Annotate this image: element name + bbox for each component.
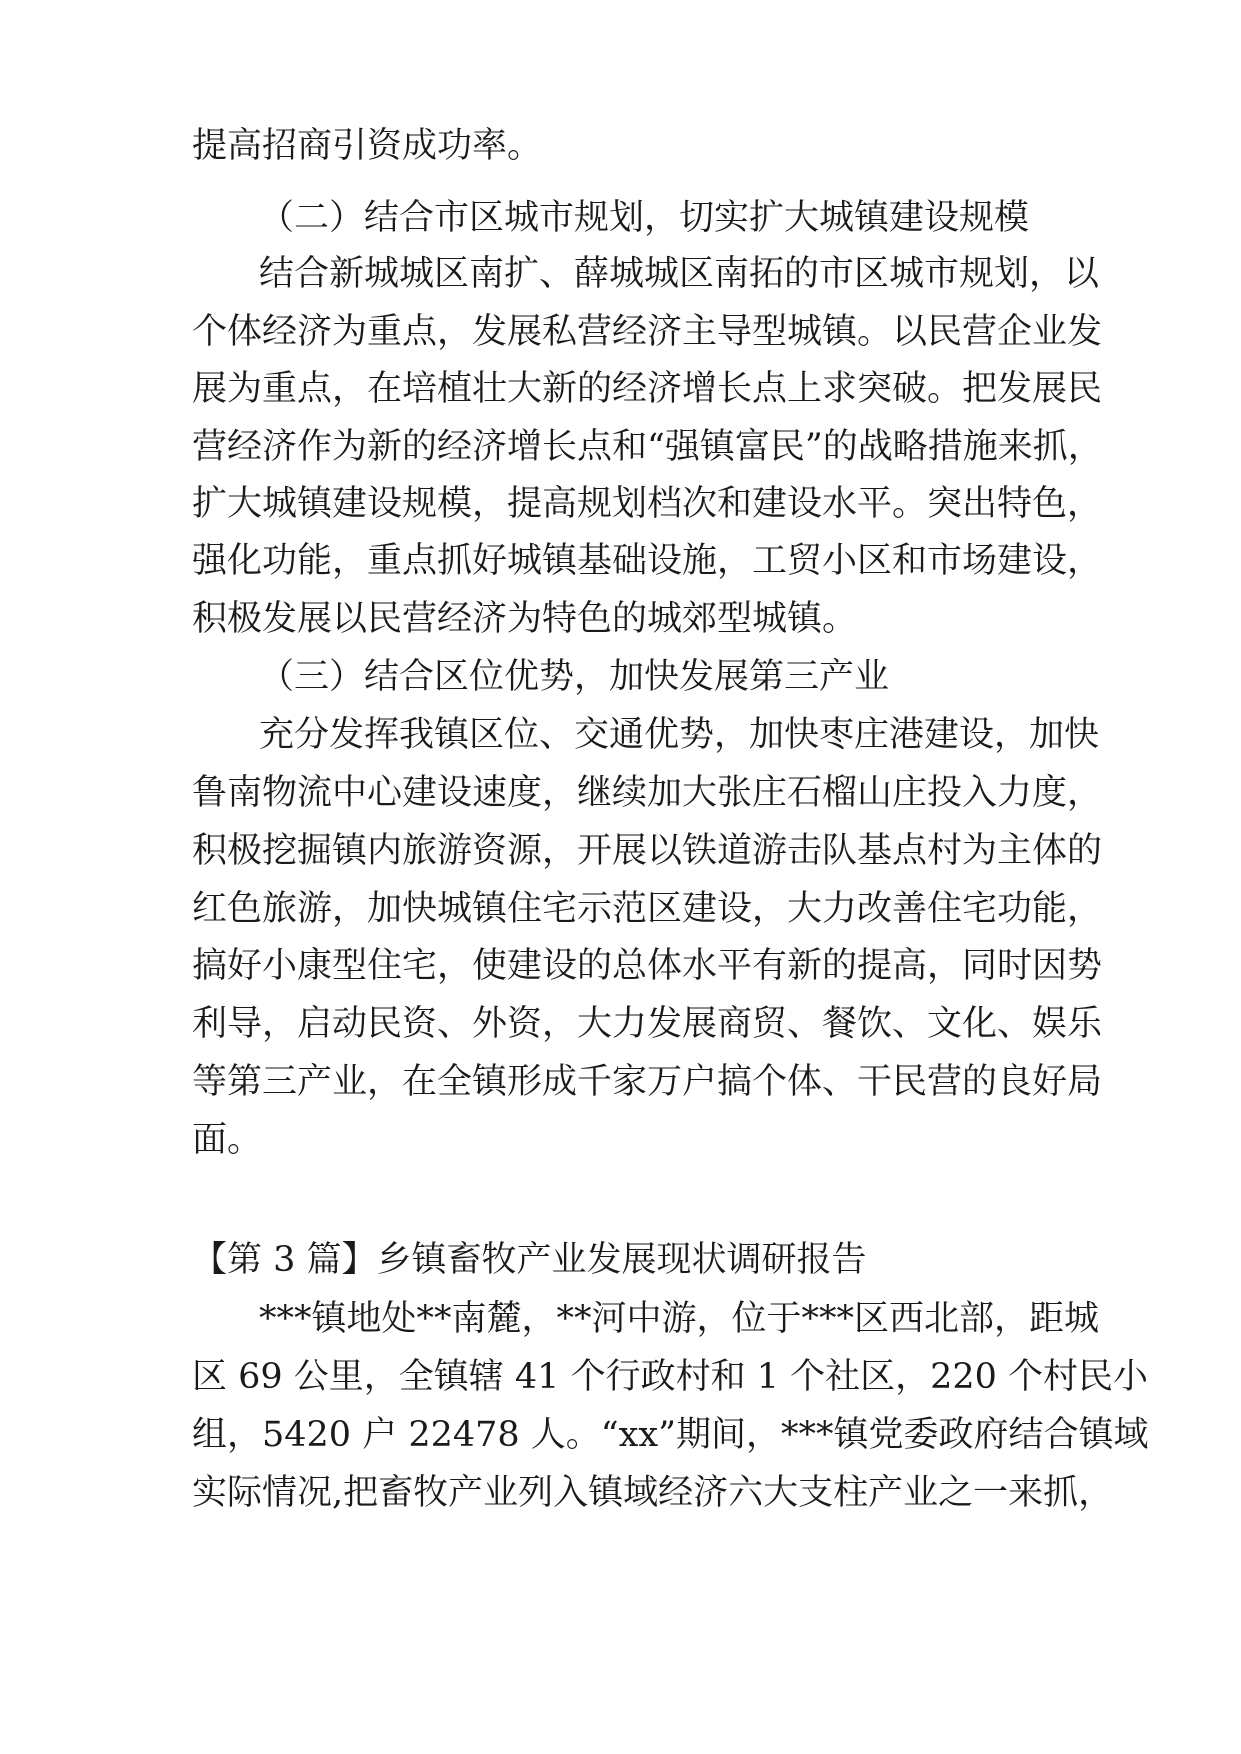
paragraph-line: 面。 (192, 1120, 263, 1160)
paragraph-line: 展为重点，在培植壮大新的经济增长点上求突破。把发展民 (192, 369, 1103, 409)
paragraph-line: 积极挖掘镇内旅游资源，开展以铁道游击队基点村为主体的 (192, 831, 1103, 871)
section-heading: （三）结合区位优势，加快发展第三产业 (259, 657, 890, 697)
paragraph-line: 积极发展以民营经济为特色的城郊型城镇。 (192, 599, 858, 639)
article-title: 【第 3 篇】乡镇畜牧产业发展现状调研报告 (192, 1240, 867, 1280)
paragraph-line: 搞好小康型住宅，使建设的总体水平有新的提高，同时因势 (192, 946, 1103, 986)
paragraph-line: 鲁南物流中心建设速度，继续加大张庄石榴山庄投入力度， (192, 773, 1103, 813)
paragraph-line: 利导，启动民资、外资，大力发展商贸、餐饮、文化、娱乐 (192, 1004, 1103, 1044)
paragraph-line: 提高招商引资成功率。 (192, 126, 543, 166)
paragraph-line: 组，5420 户 22478 人。“xx”期间，***镇党委政府结合镇域 (192, 1415, 1149, 1455)
paragraph-line: 扩大城镇建设规模，提高规划档次和建设水平。突出特色， (192, 484, 1103, 524)
paragraph-line: 个体经济为重点，发展私营经济主导型城镇。以民营企业发 (192, 312, 1103, 352)
paragraph-line: 等第三产业，在全镇形成千家万户搞个体、干民营的良好局 (192, 1062, 1103, 1102)
paragraph-line: 结合新城城区南扩、薛城城区南拓的市区城市规划，以 (259, 254, 1100, 294)
paragraph-line: 强化功能，重点抓好城镇基础设施，工贸小区和市场建设， (192, 541, 1103, 581)
paragraph-line: 营经济作为新的经济增长点和“强镇富民”的战略措施来抓， (192, 427, 1103, 467)
paragraph-line: 实际情况,把畜牧产业列入镇域经济六大支柱产业之一来抓， (192, 1473, 1114, 1513)
section-heading: （二）结合市区城市规划，切实扩大城镇建设规模 (259, 198, 1030, 238)
paragraph-line: 区 69 公里，全镇辖 41 个行政村和 1 个社区，220 个村民小 (192, 1357, 1149, 1397)
paragraph-line: ***镇地处**南麓，**河中游，位于***区西北部，距城 (259, 1299, 1100, 1339)
paragraph-line: 红色旅游，加快城镇住宅示范区建设，大力改善住宅功能， (192, 889, 1103, 929)
paragraph-line: 充分发挥我镇区位、交通优势，加快枣庄港建设，加快 (259, 715, 1100, 755)
